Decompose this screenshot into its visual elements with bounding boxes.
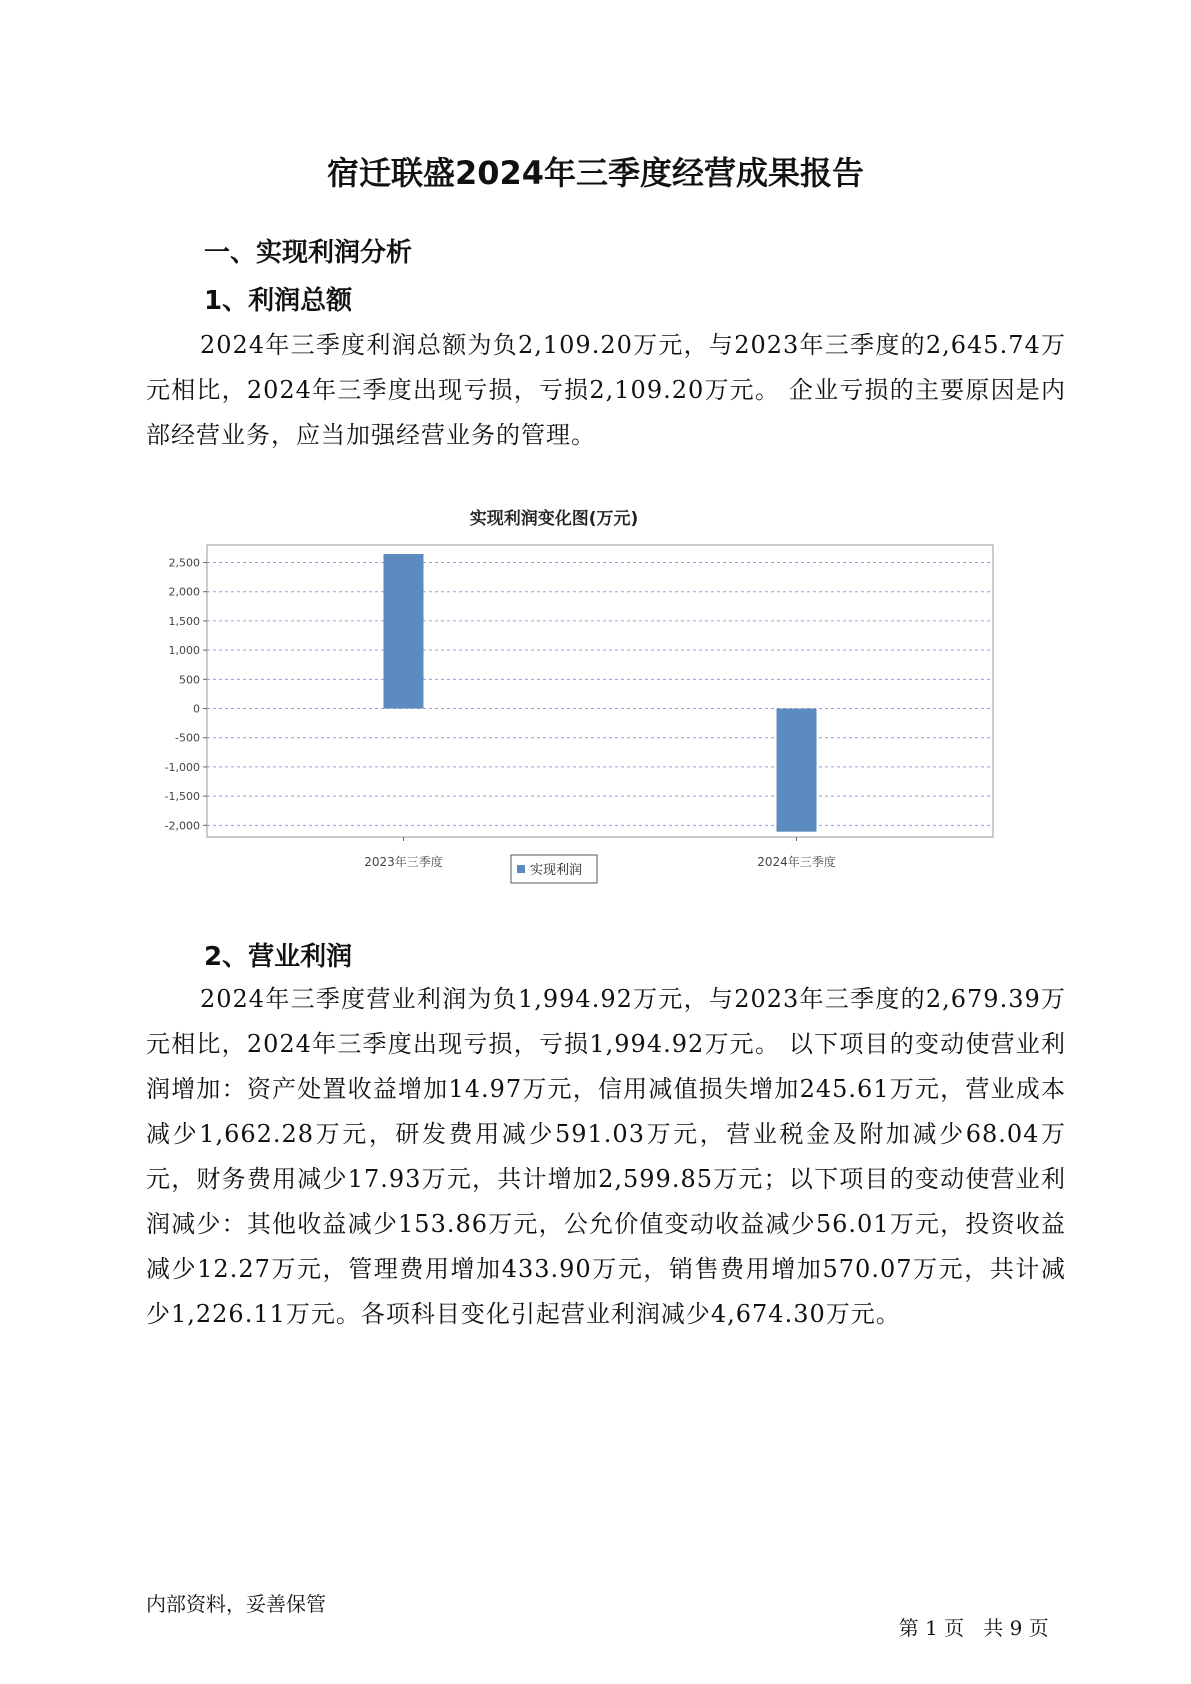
paragraph-operating-profit: 2024年三季度营业利润为负1,994.92万元，与2023年三季度的2,679.39万元相比，2024年三季度出现亏损，亏损1,994.92万元。 以下项目的变动使营业利润增加：资产处置收益增加14.97万元，信用减值损失增加245.61万元，营业成本减少1,662.28万元，研发费用减少591.03万元，营业税金及附加减少68.04万元，财务费用减少17.93万元，共计增加2,599.85万元；以下项目的变动使营业利润减少：其他收益减少153.86万元，公允价值变动收益减少56.01万元，投资收益减少12.27万元，管理费用增加433.90万元，销售费用增加570.07万元，共计减少1,226.11万元。各项科目变化引起营业利润减少4,674.30万元。 bbox=[146, 985, 1066, 1328]
y-tick-label: -500 bbox=[175, 731, 200, 745]
paragraph-total-profit: 2024年三季度利润总额为负2,109.20万元，与2023年三季度的2,645.74万元相比，2024年三季度出现亏损，亏损2,109.20万元。 企业亏损的主要原因是内部经营业务，应当加强经营业务的管理。 bbox=[146, 331, 1066, 449]
x-tick-label: 2024年三季度 bbox=[757, 855, 836, 869]
bar-2 bbox=[777, 709, 817, 832]
y-tick-label: -2,000 bbox=[164, 819, 200, 833]
y-tick-label: 2,000 bbox=[168, 585, 200, 599]
profit-chart bbox=[160, 500, 1040, 950]
legend-label: 实现利润 bbox=[530, 863, 583, 878]
y-tick-label: 1,500 bbox=[168, 614, 200, 628]
subheading-operating-profit: 2、营业利润 bbox=[204, 942, 353, 972]
footer-confidential-note: 内部资料，妥善保管 bbox=[146, 1592, 326, 1616]
y-tick-label: -1,500 bbox=[164, 790, 200, 804]
section-heading-profit-analysis: 一、实现利润分析 bbox=[204, 238, 413, 268]
x-tick-label: 2023年三季度 bbox=[364, 855, 443, 869]
bar-1 bbox=[384, 554, 424, 709]
y-tick-label: 500 bbox=[179, 673, 200, 687]
footer-page-number: 第 1 页 bbox=[898, 1616, 965, 1640]
legend-swatch bbox=[517, 865, 525, 873]
plot-frame bbox=[207, 545, 993, 837]
y-tick-label: -1,000 bbox=[164, 760, 200, 774]
footer-total-pages: 共 9 页 bbox=[983, 1616, 1049, 1640]
profit-chart-svg bbox=[160, 500, 1040, 950]
subheading-total-profit: 1、利润总额 bbox=[204, 286, 353, 316]
y-tick-label: 1,000 bbox=[168, 644, 200, 658]
y-tick-label: 0 bbox=[193, 702, 200, 716]
report-title: 宿迁联盛2024年三季度经营成果报告 bbox=[326, 154, 865, 192]
chart-title: 实现利润变化图(万元) bbox=[469, 509, 639, 529]
y-tick-label: 2,500 bbox=[168, 556, 200, 570]
footer-page-info bbox=[886, 1588, 1049, 1641]
